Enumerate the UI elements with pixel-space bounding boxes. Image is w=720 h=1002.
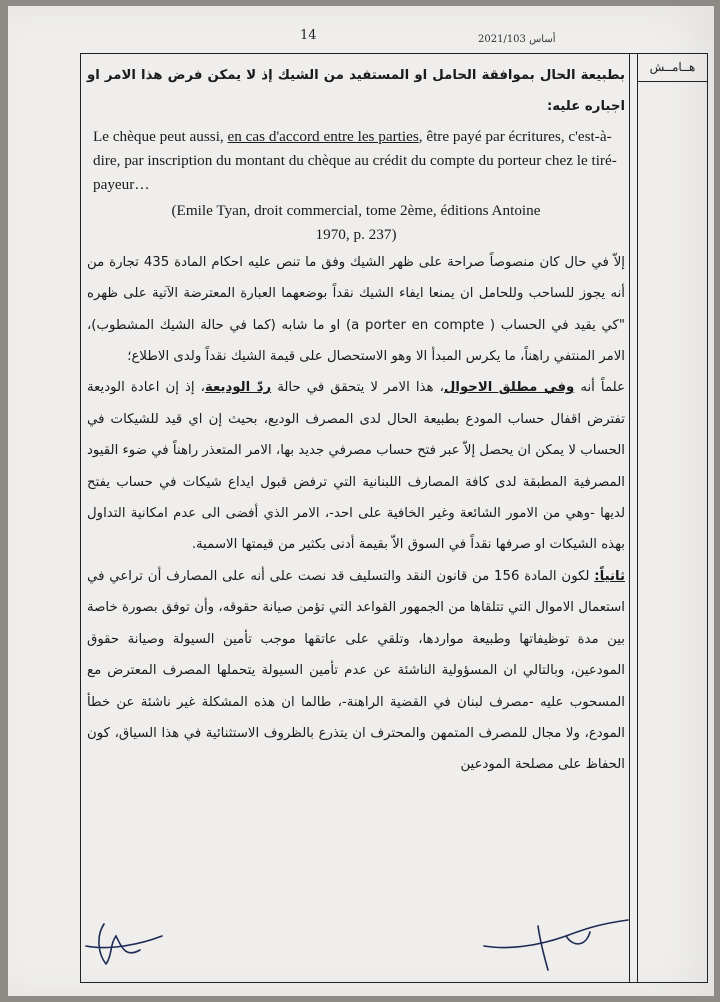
p4-body: لكون المادة 156 من قانون النقد والتسليف قد نصت على أنه على المصارف أن تراعي في استعمال الاموال التي تتلقاها من الجمهور القواعد التي تؤمن صيانة حقوقه، وأن توفق بصورة خاصة بين مدة توظيفاتها وطبيعة مواردها، وتلقي على عاتقها موجب تأمين السيولة وصيانة حقوق المودعين، وبالتالي ان المسؤولية الناشئة عن عدم تأمين السيولة يتحملها المصرف المعترض مع المسحوب عليه -مصرف لبنان في القضية الراهنة-، طالما ان هذه المشكلة غير ناشئة عن خطأ المودع، ولا مجال للمصرف المتمهن والمحترف ان يتذرع بالظروف الاستثنائية في هذا السياق، كون الحفاظ على مصلحة المودعين xyxy=(87,568,625,773)
case-reference: أساس 2021/103 xyxy=(478,34,556,45)
p3-underlined-2: ردّ الوديعة xyxy=(204,380,272,396)
paragraph-1: بطبيعة الحال بموافقة الحامل او المستفيد من الشيك إذ لا يمكن فرض هذا الامر او اجباره عليه: xyxy=(87,68,625,115)
margin-column-label: هــامــش xyxy=(638,54,707,82)
page-frame xyxy=(80,53,708,983)
citation xyxy=(87,199,625,247)
quote-text-end: , être payé par écritures, c'est-à-dire, par inscription du montant du chèque au crédit du compte du porteur chez le tiré-payeur… xyxy=(93,127,617,193)
p3-middle: ، هذا الامر لا يتحقق في حالة xyxy=(271,380,444,396)
page-number: 14 xyxy=(300,28,317,43)
document-page xyxy=(8,6,714,996)
french-quote xyxy=(87,123,625,197)
p4-heading: ثانياً: xyxy=(594,568,625,584)
quote-text-start: Le chèque peut aussi, xyxy=(93,127,228,145)
main-text xyxy=(87,60,625,781)
paragraph-4 xyxy=(87,561,625,781)
citation-line-1: (Emile Tyan, droit commercial, tome 2ème, éditions Antoine xyxy=(171,201,541,219)
paragraph-3 xyxy=(87,372,625,560)
p3-underlined-1: وفي مطلق الاحوال xyxy=(443,380,575,396)
paragraph-2: إلاّ في حال كان منصوصاً صراحة على ظهر الشيك وفق ما تنص عليه احكام المادة 435 تجارة من أنه يجوز للساحب وللحامل ان يمنعا ايفاء الشيك نقداً بوضعهما العبارة المعترضة الآتية على ظهره "كي يقيد في الحساب ( a porter en compte) او ما شابه (كما في حالة الشيك المشطوب)، الامر المنتفي راهناً، ما يكرس المبدأ الا وهو الاستحصال على قيمة الشيك نقداً ولدى الاطلاع؛ xyxy=(87,254,626,365)
citation-line-2: 1970, p. 237) xyxy=(315,225,397,243)
p3-end: ، إذ إن اعادة الوديعة تفترض اقفال حساب المودع بطبيعة الحال لدى المصرف الوديع، بحيث إن اي قيد للشيكات في الحساب لا يمكن ان يحصل إلاّ عبر فتح حساب مصرفي جديد بها، الامر المتعذر راهناً في ضوء القيود المصرفية المطبقة لدى كافة المصارف اللبنانية التي ترفض قبول ايداع شيكات في حساب يفتح لديها -وهي من الامور الشائعة وغير الخافية على احد-، الامر الذي أفضى الى عدم امكانية التداول بهذه الشيكات او صرفها نقداً في السوق الاّ بقيمة أدنى بكثير من قيمتها الاسمية. xyxy=(87,380,625,553)
p3-start: علماً أنه xyxy=(574,380,626,396)
quote-underlined: en cas d'accord entre les parties xyxy=(227,127,419,145)
column-divider xyxy=(629,54,638,982)
